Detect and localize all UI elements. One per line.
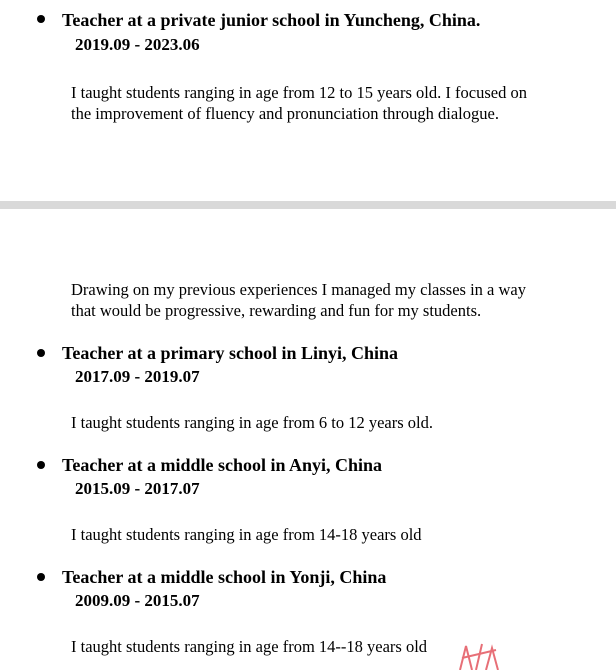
entry-dates: 2009.09 - 2015.07 — [75, 591, 200, 610]
entry-description-line-1: I taught students ranging in age from 12 to 15 years old. I focused on — [71, 83, 527, 102]
bullet-icon — [37, 573, 45, 581]
entry-title: Teacher at a private junior school in Yuncheng, China. — [62, 10, 481, 30]
page-separator — [0, 201, 616, 209]
bullet-icon — [37, 461, 45, 469]
entry-dates: 2019.09 - 2023.06 — [75, 35, 200, 54]
document-page-2 — [0, 209, 616, 667]
watermark-stamp-icon — [452, 636, 512, 670]
entry-description-line-2: the improvement of fluency and pronunciation through dialogue. — [71, 104, 499, 123]
entry-title: Teacher at a middle school in Yonji, China — [62, 567, 387, 587]
entry-description: I taught students ranging in age from 6 to 12 years old. — [71, 413, 434, 432]
entry-title: Teacher at a middle school in Anyi, China — [62, 455, 383, 475]
entry-description: I taught students ranging in age from 14--18 years old — [71, 637, 428, 656]
bullet-icon — [37, 15, 45, 23]
entry-dates: 2015.09 - 2017.07 — [75, 479, 200, 498]
intro-paragraph-line-1: Drawing on my previous experiences I managed my classes in a way — [71, 280, 526, 299]
entry-title: Teacher at a primary school in Linyi, China — [62, 343, 399, 363]
document-page-1 — [0, 0, 616, 201]
intro-paragraph-line-2: that would be progressive, rewarding and fun for my students. — [71, 301, 482, 320]
entry-description: I taught students ranging in age from 14-18 years old — [71, 525, 422, 544]
bullet-icon — [37, 349, 45, 357]
entry-dates: 2017.09 - 2019.07 — [75, 367, 200, 386]
